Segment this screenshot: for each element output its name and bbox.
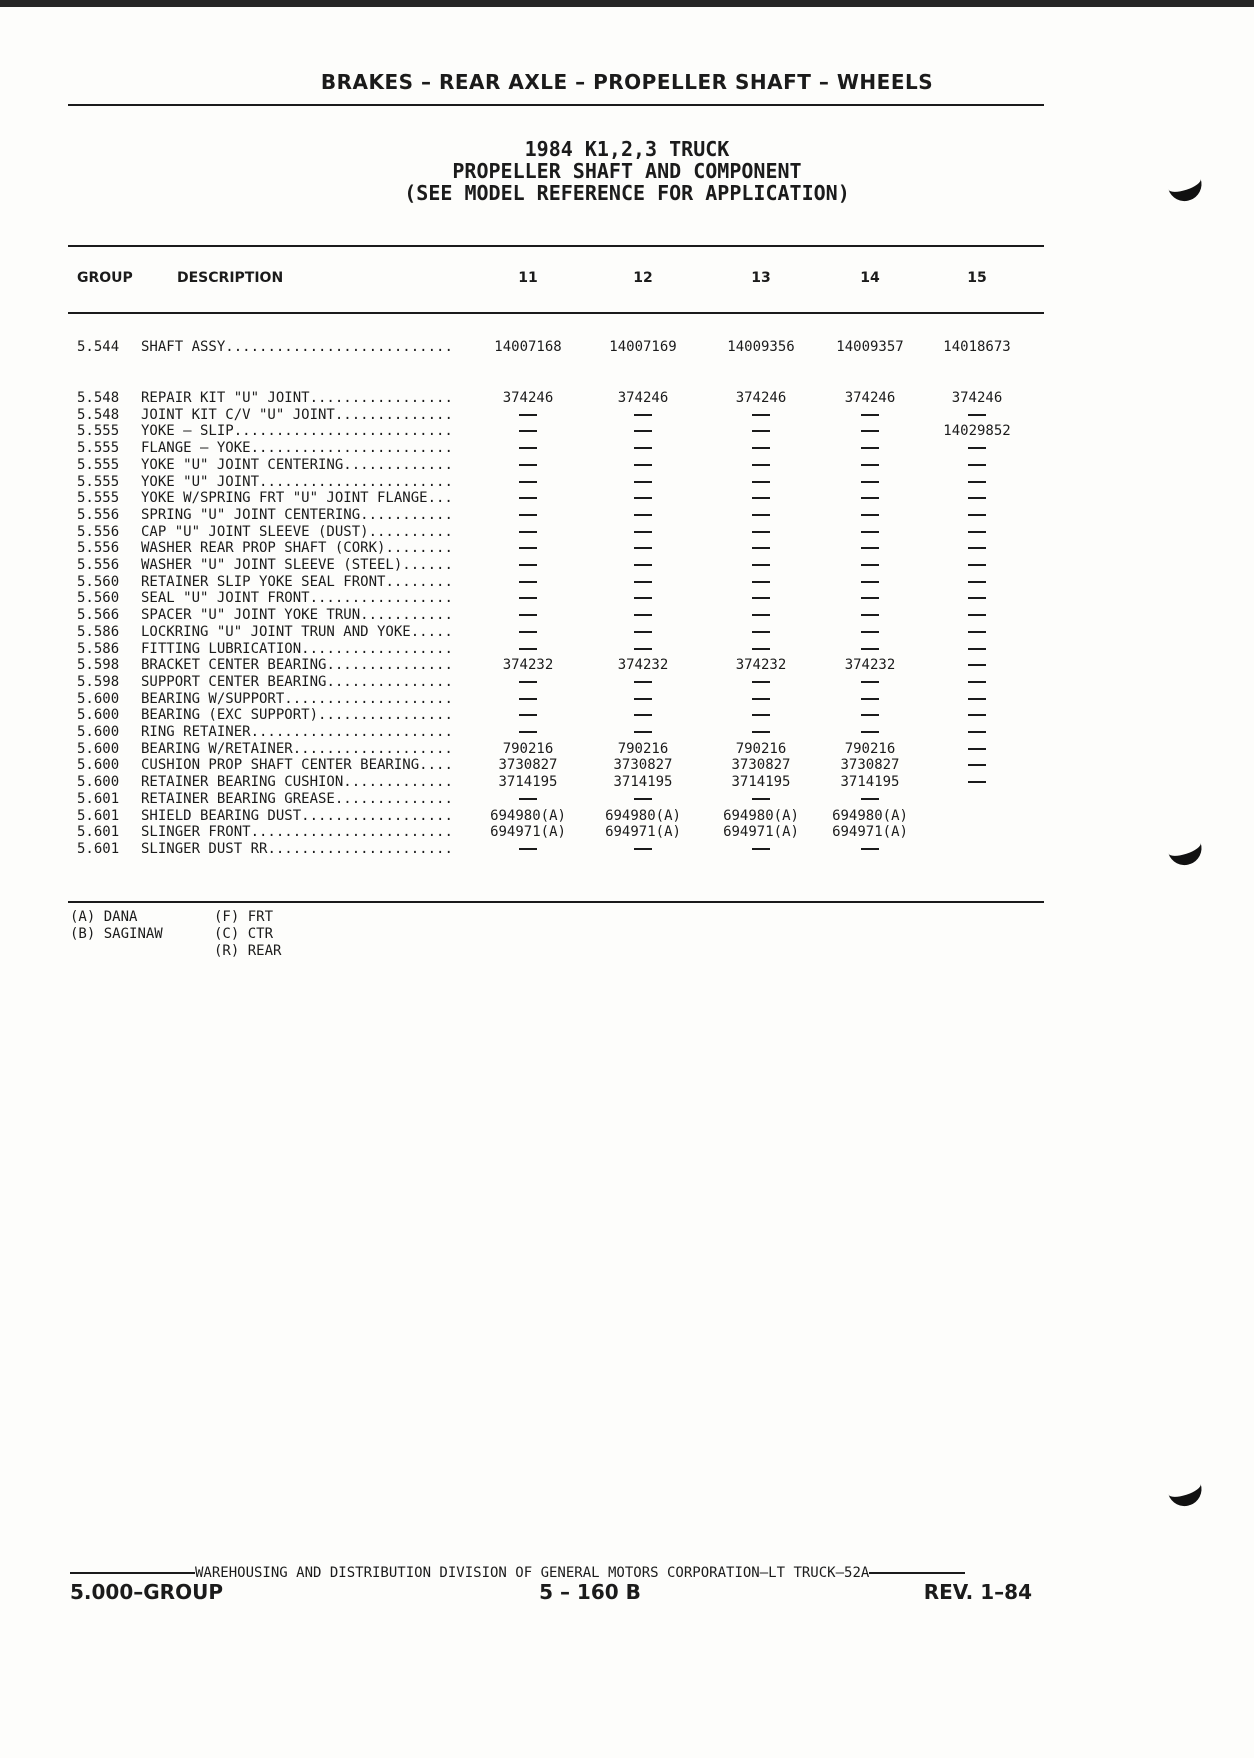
not-applicable-dash bbox=[603, 407, 683, 423]
not-applicable-dash bbox=[830, 407, 910, 423]
footer-revision: REV. 1–84 bbox=[923, 1580, 1032, 1604]
part-number: 14009357 bbox=[836, 339, 904, 355]
not-applicable-dash bbox=[488, 590, 568, 606]
part-number: 14009356 bbox=[727, 339, 795, 355]
leader-dots: ............... bbox=[326, 657, 453, 674]
group-number: 5.560 bbox=[77, 573, 120, 590]
not-applicable-dash bbox=[937, 624, 1017, 640]
part-description: FITTING LUBRICATION.................. bbox=[141, 640, 453, 657]
not-applicable-dash bbox=[603, 590, 683, 606]
part-number: 374246 bbox=[951, 390, 1003, 406]
page-heading-line2: PROPELLER SHAFT AND COMPONENT bbox=[452, 159, 802, 183]
not-applicable-dash bbox=[937, 724, 1017, 740]
footer-page-number: 5 – 160 B bbox=[539, 1580, 641, 1604]
not-applicable-dash bbox=[603, 691, 683, 707]
part-number: 374246 bbox=[502, 390, 554, 406]
not-applicable-dash bbox=[488, 557, 568, 573]
part-description: SEAL "U" JOINT FRONT................. bbox=[141, 590, 453, 607]
leader-dots: .......... bbox=[368, 523, 453, 540]
group-number: 5.600 bbox=[77, 740, 120, 757]
part-description: JOINT KIT C/V "U" JOINT.............. bbox=[141, 406, 453, 423]
part-description: SPRING "U" JOINT CENTERING........... bbox=[141, 506, 453, 523]
part-number: 14029852 bbox=[943, 423, 1011, 440]
leader-dots: ................... bbox=[292, 740, 453, 757]
not-applicable-dash bbox=[937, 407, 1017, 423]
part-number: 694971(A) bbox=[723, 824, 799, 841]
part-number: 694971(A) bbox=[832, 824, 908, 841]
leader-dots: ........... bbox=[360, 607, 453, 624]
part-number: 790216 bbox=[844, 740, 896, 757]
not-applicable-dash bbox=[830, 490, 910, 506]
not-applicable-dash bbox=[937, 457, 1017, 473]
group-number: 5.586 bbox=[77, 640, 120, 657]
not-applicable-dash bbox=[721, 607, 801, 623]
not-applicable-dash bbox=[488, 841, 568, 857]
leader-dots: ................. bbox=[309, 390, 453, 406]
footer-group: 5.000–GROUP bbox=[70, 1580, 223, 1604]
part-description: WASHER REAR PROP SHAFT (CORK)........ bbox=[141, 540, 453, 557]
not-applicable-dash bbox=[721, 407, 801, 423]
not-applicable-dash bbox=[488, 540, 568, 556]
group-number: 5.548 bbox=[77, 390, 120, 406]
part-number: 3714195 bbox=[731, 774, 791, 791]
part-description: SHAFT ASSY........................... bbox=[141, 339, 453, 355]
group-number: 5.600 bbox=[77, 724, 120, 740]
leader-dots: ........ bbox=[385, 540, 453, 557]
not-applicable-dash bbox=[937, 474, 1017, 490]
not-applicable-dash bbox=[830, 423, 910, 439]
not-applicable-dash bbox=[488, 641, 568, 657]
leader-dots: ........................ bbox=[250, 724, 453, 740]
not-applicable-dash bbox=[830, 624, 910, 640]
column-header-model-14: 14 bbox=[860, 270, 880, 286]
column-header-model-13: 13 bbox=[751, 270, 771, 286]
page-heading-line3: (SEE MODEL REFERENCE FOR APPLICATION) bbox=[404, 181, 850, 205]
part-description: YOKE "U" JOINT CENTERING............. bbox=[141, 456, 453, 473]
leader-dots: ............. bbox=[343, 774, 453, 791]
not-applicable-dash bbox=[937, 757, 1017, 773]
part-description: YOKE – SLIP.......................... bbox=[141, 423, 453, 440]
not-applicable-dash bbox=[830, 507, 910, 523]
part-number: 3730827 bbox=[840, 757, 900, 774]
part-description: SUPPORT CENTER BEARING............... bbox=[141, 673, 453, 690]
not-applicable-dash bbox=[603, 574, 683, 590]
not-applicable-dash bbox=[721, 624, 801, 640]
binder-hole bbox=[1164, 830, 1206, 870]
not-applicable-dash bbox=[721, 540, 801, 556]
not-applicable-dash bbox=[937, 540, 1017, 556]
not-applicable-dash bbox=[830, 474, 910, 490]
not-applicable-dash bbox=[721, 707, 801, 723]
not-applicable-dash bbox=[830, 707, 910, 723]
part-description: REPAIR KIT "U" JOINT................. bbox=[141, 390, 453, 406]
group-number: 5.601 bbox=[77, 824, 120, 841]
part-description: YOKE W/SPRING FRT "U" JOINT FLANGE... bbox=[141, 490, 453, 507]
part-number: 374246 bbox=[844, 390, 896, 406]
not-applicable-dash bbox=[721, 590, 801, 606]
leader-dots: ...... bbox=[402, 557, 453, 573]
not-applicable-dash bbox=[721, 507, 801, 523]
part-number: 3730827 bbox=[498, 757, 558, 774]
leader-dots: ........ bbox=[385, 573, 453, 590]
part-number: 694980(A) bbox=[605, 807, 681, 824]
not-applicable-dash bbox=[937, 691, 1017, 707]
not-applicable-dash bbox=[603, 557, 683, 573]
leader-dots: .......................... bbox=[233, 423, 453, 440]
leader-dots: ............. bbox=[343, 456, 453, 473]
not-applicable-dash bbox=[488, 474, 568, 490]
leader-dots: .................. bbox=[301, 807, 453, 824]
part-description: RETAINER BEARING GREASE.............. bbox=[141, 790, 453, 807]
legend-item: (R) REAR bbox=[214, 943, 282, 959]
not-applicable-dash bbox=[721, 841, 801, 857]
part-description: CAP "U" JOINT SLEEVE (DUST).......... bbox=[141, 523, 453, 540]
not-applicable-dash bbox=[603, 490, 683, 506]
group-number: 5.600 bbox=[77, 774, 120, 791]
footer-division-line bbox=[70, 1565, 965, 1581]
part-number: 14007168 bbox=[494, 339, 562, 355]
part-description: RETAINER BEARING CUSHION............. bbox=[141, 774, 453, 791]
not-applicable-dash bbox=[488, 791, 568, 807]
column-header-model-11: 11 bbox=[518, 270, 538, 286]
leader-dots: ........................ bbox=[250, 824, 453, 841]
not-applicable-dash bbox=[488, 707, 568, 723]
divider bbox=[68, 312, 1044, 314]
part-number: 790216 bbox=[617, 740, 669, 757]
not-applicable-dash bbox=[721, 557, 801, 573]
leader-dots: .... bbox=[419, 757, 453, 774]
not-applicable-dash bbox=[721, 524, 801, 540]
group-number: 5.600 bbox=[77, 757, 120, 774]
page-heading-line1: 1984 K1,2,3 TRUCK bbox=[524, 137, 730, 161]
not-applicable-dash bbox=[721, 574, 801, 590]
not-applicable-dash bbox=[603, 457, 683, 473]
leader-dots: .................... bbox=[284, 690, 453, 707]
not-applicable-dash bbox=[603, 707, 683, 723]
group-number: 5.555 bbox=[77, 423, 120, 440]
part-number: 694980(A) bbox=[723, 807, 799, 824]
not-applicable-dash bbox=[488, 423, 568, 439]
not-applicable-dash bbox=[721, 440, 801, 456]
not-applicable-dash bbox=[830, 557, 910, 573]
group-number: 5.601 bbox=[77, 840, 120, 857]
not-applicable-dash bbox=[603, 607, 683, 623]
group-number: 5.556 bbox=[77, 523, 120, 540]
not-applicable-dash bbox=[830, 590, 910, 606]
part-number: 694980(A) bbox=[832, 807, 908, 824]
part-number: 374232 bbox=[735, 657, 787, 674]
not-applicable-dash bbox=[721, 641, 801, 657]
part-number: 374232 bbox=[502, 657, 554, 674]
divider bbox=[68, 104, 1044, 106]
group-number: 5.598 bbox=[77, 657, 120, 674]
part-number: 374246 bbox=[617, 390, 669, 406]
not-applicable-dash bbox=[937, 507, 1017, 523]
column-header-model-15: 15 bbox=[967, 270, 987, 286]
part-number: 3730827 bbox=[613, 757, 673, 774]
part-number: 374246 bbox=[735, 390, 787, 406]
not-applicable-dash bbox=[603, 641, 683, 657]
not-applicable-dash bbox=[830, 524, 910, 540]
not-applicable-dash bbox=[488, 574, 568, 590]
leader-dots: ........................ bbox=[250, 440, 453, 457]
not-applicable-dash bbox=[603, 507, 683, 523]
part-description: SLINGER DUST RR...................... bbox=[141, 840, 453, 857]
not-applicable-dash bbox=[937, 440, 1017, 456]
not-applicable-dash bbox=[937, 774, 1017, 790]
part-number: 3714195 bbox=[613, 774, 673, 791]
leader-dots: .................. bbox=[301, 640, 453, 657]
group-number: 5.566 bbox=[77, 607, 120, 624]
group-number: 5.586 bbox=[77, 623, 120, 640]
group-number: 5.556 bbox=[77, 557, 120, 573]
not-applicable-dash bbox=[830, 607, 910, 623]
not-applicable-dash bbox=[830, 791, 910, 807]
not-applicable-dash bbox=[488, 624, 568, 640]
leader-dots: ................ bbox=[318, 707, 453, 724]
not-applicable-dash bbox=[937, 657, 1017, 673]
not-applicable-dash bbox=[830, 574, 910, 590]
binder-hole bbox=[1164, 1471, 1206, 1511]
not-applicable-dash bbox=[603, 474, 683, 490]
legend-item: (C) CTR bbox=[214, 926, 274, 942]
not-applicable-dash bbox=[721, 674, 801, 690]
part-description: WASHER "U" JOINT SLEEVE (STEEL)...... bbox=[141, 557, 453, 573]
not-applicable-dash bbox=[603, 540, 683, 556]
leader-dots: ........................... bbox=[225, 339, 453, 355]
part-description: YOKE "U" JOINT....................... bbox=[141, 473, 453, 490]
not-applicable-dash bbox=[937, 524, 1017, 540]
part-description: RETAINER SLIP YOKE SEAL FRONT........ bbox=[141, 573, 453, 590]
part-number: 14018673 bbox=[943, 339, 1011, 355]
group-number: 5.556 bbox=[77, 540, 120, 557]
not-applicable-dash bbox=[937, 674, 1017, 690]
group-number: 5.601 bbox=[77, 807, 120, 824]
not-applicable-dash bbox=[937, 741, 1017, 757]
column-header-model-12: 12 bbox=[633, 270, 653, 286]
part-description: SLINGER FRONT........................ bbox=[141, 824, 453, 841]
legend-item: (A) DANA bbox=[70, 909, 138, 925]
part-description: BEARING W/SUPPORT.................... bbox=[141, 690, 453, 707]
part-number: 3714195 bbox=[840, 774, 900, 791]
not-applicable-dash bbox=[937, 707, 1017, 723]
not-applicable-dash bbox=[721, 490, 801, 506]
not-applicable-dash bbox=[488, 507, 568, 523]
part-number: 374232 bbox=[617, 657, 669, 674]
not-applicable-dash bbox=[721, 791, 801, 807]
legend-item: (B) SAGINAW bbox=[70, 926, 163, 942]
group-number: 5.555 bbox=[77, 440, 120, 457]
part-description: RING RETAINER........................ bbox=[141, 724, 453, 740]
group-number: 5.555 bbox=[77, 456, 120, 473]
not-applicable-dash bbox=[937, 490, 1017, 506]
part-number: 14007169 bbox=[609, 339, 677, 355]
leader-dots: ....................... bbox=[259, 473, 453, 490]
group-number: 5.544 bbox=[77, 339, 120, 355]
leader-dots: ... bbox=[427, 490, 453, 507]
group-number: 5.600 bbox=[77, 690, 120, 707]
column-header-description: DESCRIPTION bbox=[177, 270, 284, 286]
not-applicable-dash bbox=[721, 423, 801, 439]
part-description: CUSHION PROP SHAFT CENTER BEARING.... bbox=[141, 757, 453, 774]
divider bbox=[68, 245, 1044, 247]
not-applicable-dash bbox=[937, 590, 1017, 606]
not-applicable-dash bbox=[603, 724, 683, 740]
not-applicable-dash bbox=[603, 524, 683, 540]
not-applicable-dash bbox=[488, 691, 568, 707]
not-applicable-dash bbox=[937, 607, 1017, 623]
leader-dots: ..... bbox=[410, 623, 453, 640]
not-applicable-dash bbox=[488, 490, 568, 506]
not-applicable-dash bbox=[830, 440, 910, 456]
not-applicable-dash bbox=[603, 791, 683, 807]
group-number: 5.555 bbox=[77, 490, 120, 507]
not-applicable-dash bbox=[721, 691, 801, 707]
not-applicable-dash bbox=[830, 674, 910, 690]
not-applicable-dash bbox=[721, 457, 801, 473]
not-applicable-dash bbox=[830, 841, 910, 857]
not-applicable-dash bbox=[830, 691, 910, 707]
divider bbox=[68, 901, 1044, 903]
column-header-group: GROUP bbox=[77, 270, 133, 286]
group-number: 5.600 bbox=[77, 707, 120, 724]
page-top-edge bbox=[0, 0, 1254, 7]
group-number: 5.598 bbox=[77, 673, 120, 690]
leader-dots: ...................... bbox=[267, 840, 453, 857]
not-applicable-dash bbox=[488, 440, 568, 456]
not-applicable-dash bbox=[830, 457, 910, 473]
group-number: 5.548 bbox=[77, 406, 120, 423]
footer-division: WAREHOUSING AND DISTRIBUTION DIVISION OF GENERAL MOTORS CORPORATION–LT TRUCK–52A bbox=[195, 1565, 870, 1581]
group-number: 5.560 bbox=[77, 590, 120, 607]
not-applicable-dash bbox=[830, 641, 910, 657]
not-applicable-dash bbox=[830, 724, 910, 740]
part-description: BEARING (EXC SUPPORT)................ bbox=[141, 707, 453, 724]
not-applicable-dash bbox=[603, 624, 683, 640]
not-applicable-dash bbox=[830, 540, 910, 556]
group-number: 5.556 bbox=[77, 506, 120, 523]
not-applicable-dash bbox=[488, 457, 568, 473]
part-number: 694980(A) bbox=[490, 807, 566, 824]
leader-dots: ................. bbox=[309, 590, 453, 607]
part-description: BRACKET CENTER BEARING............... bbox=[141, 657, 453, 674]
part-description: LOCKRING "U" JOINT TRUN AND YOKE..... bbox=[141, 623, 453, 640]
not-applicable-dash bbox=[603, 440, 683, 456]
not-applicable-dash bbox=[937, 641, 1017, 657]
not-applicable-dash bbox=[937, 574, 1017, 590]
part-description: BEARING W/RETAINER................... bbox=[141, 740, 453, 757]
legend-item: (F) FRT bbox=[214, 909, 274, 925]
not-applicable-dash bbox=[488, 674, 568, 690]
part-number: 374232 bbox=[844, 657, 896, 674]
not-applicable-dash bbox=[488, 407, 568, 423]
part-description: SHIELD BEARING DUST.................. bbox=[141, 807, 453, 824]
leader-dots: .............. bbox=[334, 790, 453, 807]
part-number: 694971(A) bbox=[605, 824, 681, 841]
part-number: 694971(A) bbox=[490, 824, 566, 841]
part-description: SPACER "U" JOINT YOKE TRUN........... bbox=[141, 607, 453, 624]
section-title: BRAKES – REAR AXLE – PROPELLER SHAFT – WHEELS bbox=[320, 70, 934, 94]
not-applicable-dash bbox=[488, 607, 568, 623]
leader-dots: .............. bbox=[334, 406, 453, 423]
group-number: 5.555 bbox=[77, 473, 120, 490]
not-applicable-dash bbox=[721, 474, 801, 490]
part-number: 790216 bbox=[735, 740, 787, 757]
part-number: 790216 bbox=[502, 740, 554, 757]
not-applicable-dash bbox=[721, 724, 801, 740]
not-applicable-dash bbox=[603, 841, 683, 857]
group-number: 5.601 bbox=[77, 790, 120, 807]
not-applicable-dash bbox=[603, 674, 683, 690]
part-number: 3730827 bbox=[731, 757, 791, 774]
leader-dots: ........... bbox=[360, 506, 453, 523]
not-applicable-dash bbox=[488, 524, 568, 540]
part-description: FLANGE – YOKE........................ bbox=[141, 440, 453, 457]
part-number: 3714195 bbox=[498, 774, 558, 791]
not-applicable-dash bbox=[488, 724, 568, 740]
leader-dots: ............... bbox=[326, 673, 453, 690]
not-applicable-dash bbox=[603, 423, 683, 439]
not-applicable-dash bbox=[937, 557, 1017, 573]
